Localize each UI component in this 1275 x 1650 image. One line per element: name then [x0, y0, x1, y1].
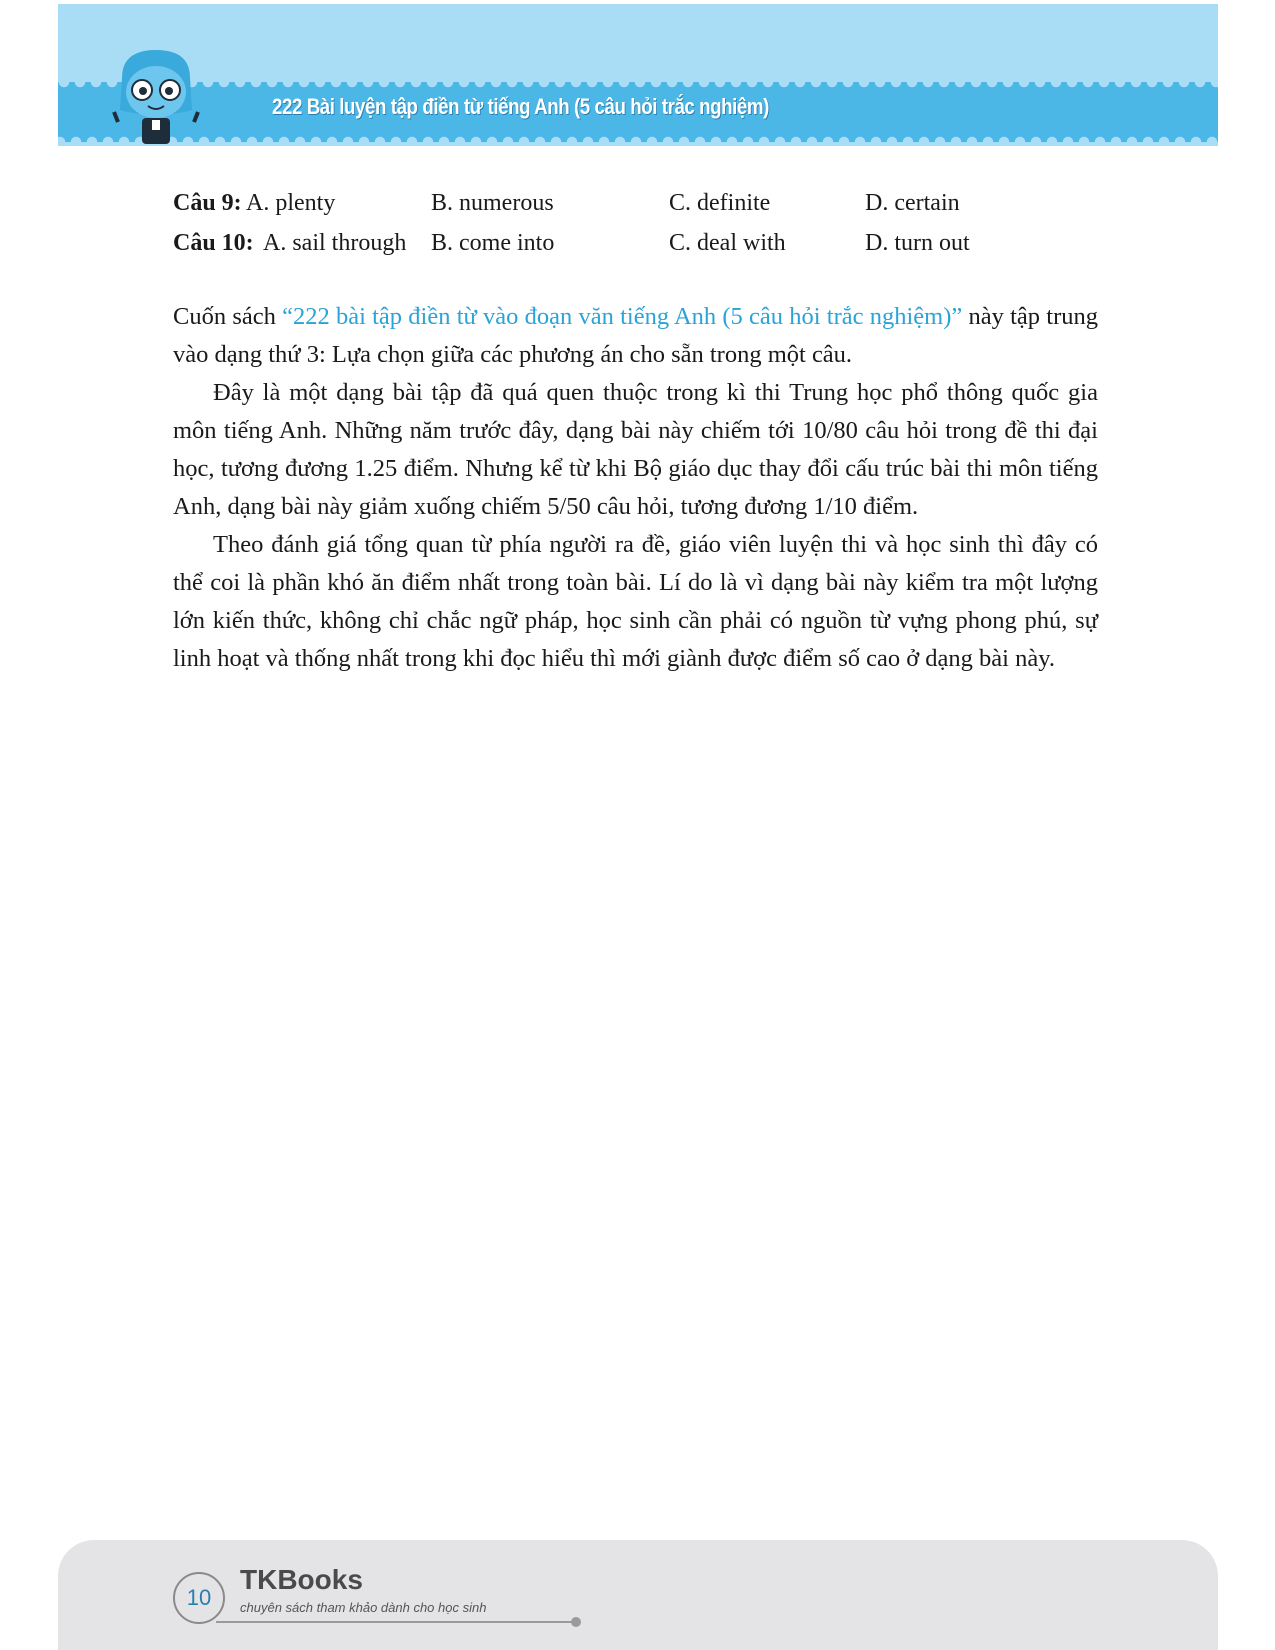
question-label: Câu 10: — [173, 230, 254, 256]
paragraph-text: này tập trung vào dạng thứ 3: Lựa chọn giữa các phương án cho sẵn trong một câu. — [173, 303, 1099, 368]
option-b: B. numerous — [431, 190, 554, 216]
paragraph: Đây là một dạng bài tập đã quá quen thuộc trong kì thi Trung học phổ thông quốc gia môn tiếng Anh. Những năm trước đây, dạng bài này chiếm tới 10/80 câu hỏi trong đề thi đại học, tương đương 1.25 điểm. Nhưng kể từ khi Bộ giáo dục thay đổi cấu trúc bài thi môn tiếng Anh, dạng bài này giảm xuống chiếm 5/50 câu hỏi, tương đương 1/10 điểm. — [173, 379, 1098, 520]
mascot-icon — [112, 48, 200, 146]
page-header — [58, 4, 1218, 146]
page-footer — [58, 1540, 1218, 1650]
option-c: C. definite — [669, 190, 771, 216]
option-b: B. come into — [431, 230, 555, 256]
answer-options — [173, 183, 1073, 263]
footer-dot-icon — [571, 1617, 581, 1627]
option-d: D. certain — [865, 190, 960, 216]
answer-row — [173, 183, 1073, 223]
brand-tagline: chuyên sách tham khảo dành cho học sinh — [240, 1600, 487, 1615]
footer-divider — [216, 1621, 574, 1623]
brand-logo: TKBooks — [240, 1564, 363, 1595]
option-a: A. plenty — [246, 190, 336, 216]
book-title-highlight: “222 bài tập điền từ vào đoạn văn tiếng Anh (5 câu hỏi trắc nghiệm)” — [282, 303, 963, 330]
paragraph — [173, 298, 1098, 374]
option-d: D. turn out — [865, 230, 970, 256]
answer-row — [173, 223, 1073, 263]
page-number: 10 — [173, 1572, 225, 1624]
body-text — [173, 298, 1098, 678]
question-label: Câu 9: — [173, 190, 242, 216]
option-a: A. sail through — [263, 230, 407, 256]
option-c: C. deal with — [669, 230, 786, 256]
paragraph: Theo đánh giá tổng quan từ phía người ra đề, giáo viên luyện thi và học sinh thì đây có thể coi là phần khó ăn điểm nhất trong toàn bài. Lí do là vì dạng bài này kiểm tra một lượng lớn kiến thức, không chỉ chắc ngữ pháp, học sinh cần phải có nguồn từ vựng phong phú, sự linh hoạt và thống nhất trong khi đọc hiểu thì mới giành được điểm số cao ở dạng bài này. — [173, 531, 1098, 672]
header-title: 222 Bài luyện tập điền từ tiếng Anh (5 câu hỏi trắc nghiệm) — [272, 94, 769, 119]
paragraph-text: Cuốn sách — [173, 303, 283, 330]
